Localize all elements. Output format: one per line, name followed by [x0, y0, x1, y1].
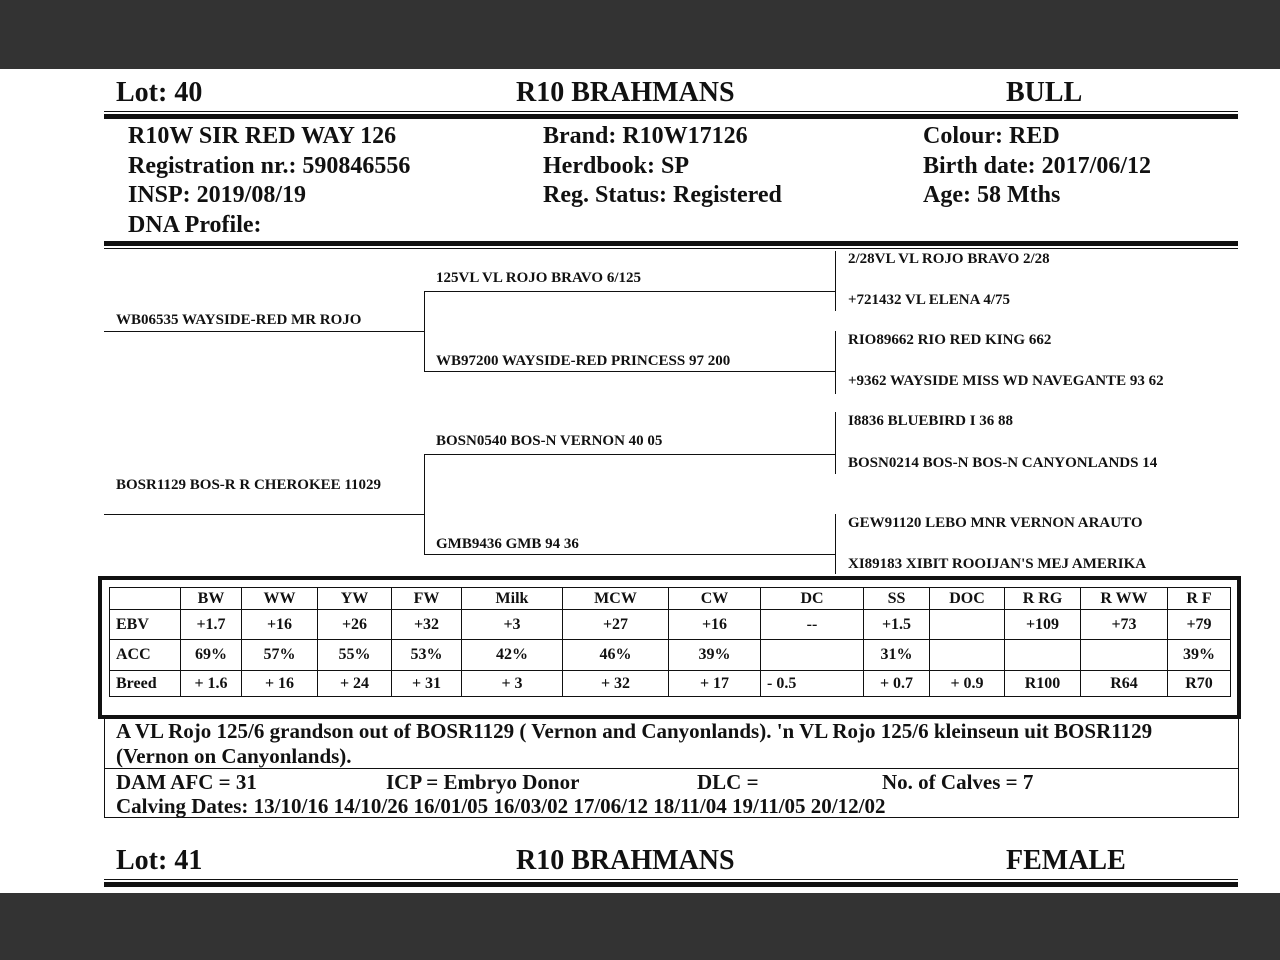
- dlc: DLC =: [697, 770, 759, 794]
- dam-dam-dam: XI89183 XIBIT ROOIJAN'S MEJ AMERIKA: [848, 556, 1147, 572]
- header-cell: DC: [761, 588, 864, 610]
- sd-bracket: [835, 331, 836, 394]
- table-cell: + 32: [563, 671, 669, 697]
- dam-line: [104, 514, 424, 515]
- ebv-row: [110, 610, 1231, 640]
- header-cell: YW: [318, 588, 392, 610]
- table-cell: 53%: [392, 640, 462, 671]
- sire-sire: 125VL VL ROJO BRAVO 6/125: [436, 270, 642, 286]
- next-breeder-name: R10 BRAHMANS: [516, 845, 735, 876]
- table-cell: 69%: [181, 640, 242, 671]
- dam-dam-sire: GEW91120 LEBO MNR VERNON ARAUTO: [848, 515, 1143, 531]
- table-cell: + 0.7: [864, 671, 930, 697]
- table-cell: 42%: [462, 640, 563, 671]
- icp: ICP = Embryo Donor: [386, 770, 580, 794]
- breeder-name: R10 BRAHMANS: [516, 77, 735, 108]
- next-header-rule-thick: [104, 882, 1238, 887]
- calving-dates: Calving Dates: 13/10/16 14/10/26 16/01/05 16/03/02 17/06/12 18/11/04 19/11/05 20/12/02: [116, 794, 886, 818]
- table-cell: +73: [1081, 610, 1168, 640]
- table-cell: + 3: [462, 671, 563, 697]
- table-cell: +27: [563, 610, 669, 640]
- table-cell: 57%: [242, 640, 318, 671]
- table-cell: +3: [462, 610, 563, 640]
- sire-line: [104, 331, 424, 332]
- animal-sex: BULL: [1006, 77, 1083, 108]
- header-cell: Milk: [462, 588, 563, 610]
- catalogue-page: [0, 69, 1280, 893]
- table-cell: +32: [392, 610, 462, 640]
- sire: WB06535 WAYSIDE-RED MR ROJO: [116, 312, 362, 328]
- dna-profile: DNA Profile:: [128, 212, 262, 238]
- header-cell: WW: [242, 588, 318, 610]
- next-animal-sex: FEMALE: [1006, 845, 1126, 876]
- table-cell: 55%: [318, 640, 392, 671]
- dam-afc: DAM AFC = 31: [116, 770, 257, 794]
- table-cell: 31%: [864, 640, 930, 671]
- table-cell: +26: [318, 610, 392, 640]
- inspection-date: INSP: 2019/08/19: [128, 182, 307, 208]
- acc-row: [110, 640, 1231, 671]
- ss-line: [424, 291, 835, 292]
- header-rule-thick: [104, 114, 1238, 119]
- dam-sire: BOSN0540 BOS-N VERNON 40 05: [436, 433, 663, 449]
- comment-line-2: (Vernon on Canyonlands).: [116, 744, 352, 768]
- ebv-table: [109, 587, 1231, 697]
- table-cell: [1005, 640, 1081, 671]
- next-lot-number: Lot: 41: [116, 845, 203, 876]
- header-cell: MCW: [563, 588, 669, 610]
- table-cell: [930, 640, 1005, 671]
- dam-sire-dam: BOSN0214 BOS-N BOS-N CANYONLANDS 14: [848, 455, 1158, 471]
- comment-divider: [104, 768, 1238, 769]
- dam-bracket: [424, 454, 425, 555]
- row-label: EBV: [110, 610, 181, 640]
- table-cell: 46%: [563, 640, 669, 671]
- table-cell: R100: [1005, 671, 1081, 697]
- header-cell: SS: [864, 588, 930, 610]
- next-header-rule-thin: [104, 879, 1238, 880]
- herdbook: Herdbook: SP: [543, 153, 690, 179]
- breed-row: [110, 671, 1231, 697]
- table-cell: + 17: [669, 671, 761, 697]
- header-cell: [110, 588, 181, 610]
- dam: BOSR1129 BOS-R R CHEROKEE 11029: [116, 477, 382, 493]
- sire-dam: WB97200 WAYSIDE-RED PRINCESS 97 200: [436, 353, 731, 369]
- header-cell: FW: [392, 588, 462, 610]
- colour: Colour: RED: [923, 123, 1060, 149]
- table-cell: [761, 640, 864, 671]
- table-cell: R64: [1081, 671, 1168, 697]
- table-cell: + 1.6: [181, 671, 242, 697]
- table-cell: + 0.9: [930, 671, 1005, 697]
- header-cell: R WW: [1081, 588, 1168, 610]
- sire-sire-dam: +721432 VL ELENA 4/75: [848, 292, 1011, 308]
- table-cell: [1081, 640, 1168, 671]
- info-rule-thick: [104, 241, 1238, 246]
- number-of-calves: No. of Calves = 7: [882, 770, 1034, 794]
- sire-bracket: [424, 291, 425, 371]
- table-cell: + 16: [242, 671, 318, 697]
- registration-number: Registration nr.: 590846556: [128, 153, 411, 179]
- row-label: ACC: [110, 640, 181, 671]
- dam-dam: GMB9436 GMB 94 36: [436, 536, 579, 552]
- comment-line-1: A VL Rojo 125/6 grandson out of BOSR1129 ( Vernon and Canyonlands). 'n VL Rojo 125/6 kleinseun uit BOSR1129: [116, 719, 1153, 743]
- header-cell: DOC: [930, 588, 1005, 610]
- table-cell: --: [761, 610, 864, 640]
- table-cell: +16: [669, 610, 761, 640]
- table-cell: +1.7: [181, 610, 242, 640]
- lot-number: Lot: 40: [116, 77, 203, 108]
- header-cell: R F: [1168, 588, 1231, 610]
- header-cell: R RG: [1005, 588, 1081, 610]
- sire-sire-sire: 2/28VL VL ROJO BRAVO 2/28: [848, 251, 1050, 267]
- table-cell: +16: [242, 610, 318, 640]
- sire-dam-sire: RIO89662 RIO RED KING 662: [848, 332, 1052, 348]
- ds-line: [424, 454, 835, 455]
- table-cell: +1.5: [864, 610, 930, 640]
- ebv-header-row: [110, 588, 1231, 610]
- table-cell: + 24: [318, 671, 392, 697]
- animal-name: R10W SIR RED WAY 126: [128, 123, 397, 149]
- header-cell: CW: [669, 588, 761, 610]
- dam-sire-sire: I8836 BLUEBIRD I 36 88: [848, 413, 1014, 429]
- sire-dam-dam: +9362 WAYSIDE MISS WD NAVEGANTE 93 62: [848, 373, 1164, 389]
- row-label: Breed: [110, 671, 181, 697]
- ss-bracket: [835, 251, 836, 311]
- age: Age: 58 Mths: [923, 182, 1061, 208]
- sd-line: [424, 371, 835, 372]
- dd-line: [424, 554, 835, 555]
- dd-bracket: [835, 514, 836, 574]
- registration-status: Reg. Status: Registered: [543, 182, 782, 208]
- table-cell: R70: [1168, 671, 1231, 697]
- table-cell: +109: [1005, 610, 1081, 640]
- header-cell: BW: [181, 588, 242, 610]
- header-rule-thin: [104, 111, 1238, 112]
- table-cell: - 0.5: [761, 671, 864, 697]
- info-rule-thin: [104, 248, 1238, 249]
- table-cell: + 31: [392, 671, 462, 697]
- table-cell: [930, 610, 1005, 640]
- ds-bracket: [835, 412, 836, 474]
- brand: Brand: R10W17126: [543, 123, 748, 149]
- table-cell: +79: [1168, 610, 1231, 640]
- birth-date: Birth date: 2017/06/12: [923, 153, 1151, 179]
- table-cell: 39%: [1168, 640, 1231, 671]
- table-cell: 39%: [669, 640, 761, 671]
